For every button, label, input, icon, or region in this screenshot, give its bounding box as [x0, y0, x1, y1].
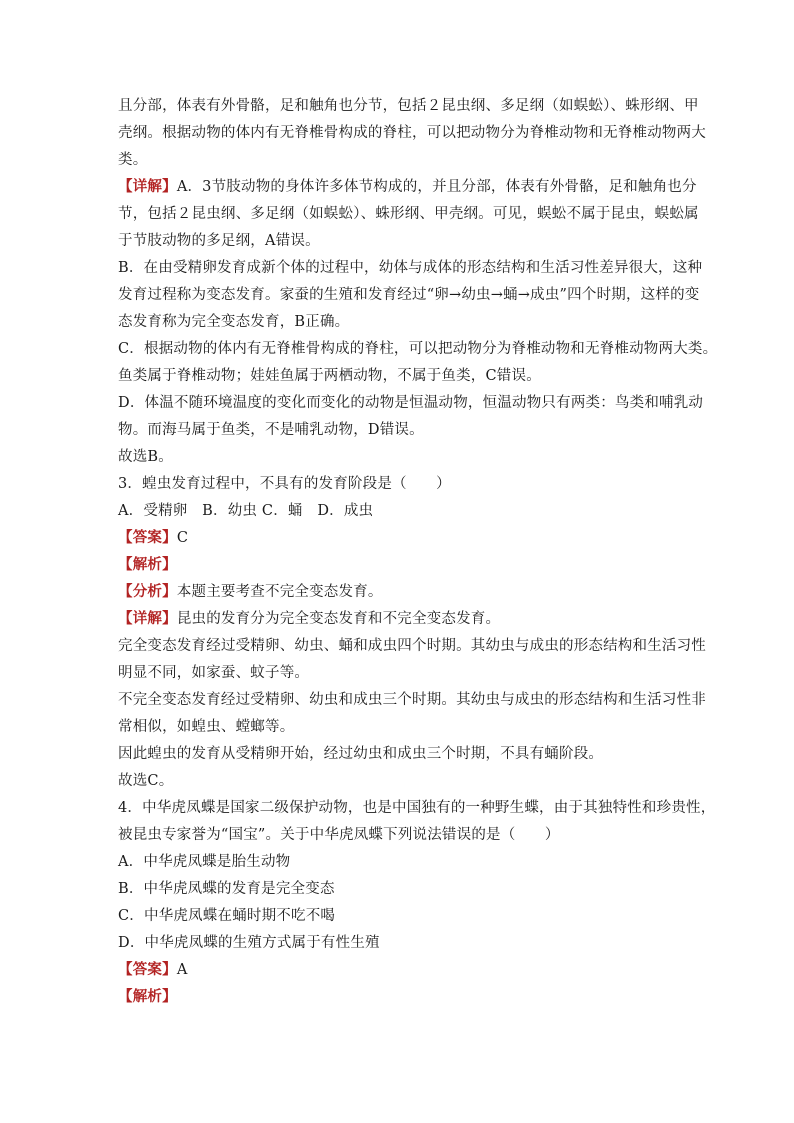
- text-line: [118, 794, 716, 821]
- text-line: [118, 632, 706, 659]
- line-text: 不完全变态发育经过受精卵、幼虫和成虫三个时期。其幼虫与成虫的形态结构和生活习性非: [118, 692, 706, 708]
- text-line: [118, 470, 678, 497]
- line-text: C: [176, 530, 189, 546]
- text-line: [118, 254, 703, 281]
- text-line: [118, 443, 678, 470]
- text-line: [118, 740, 678, 767]
- text-line: [118, 497, 678, 524]
- line-text: D．体温不随环境温度的变化而变化的动物是恒温动物，恒温动物只有两类：鸟类和哺乳动: [118, 395, 704, 411]
- text-line: [118, 551, 678, 578]
- tag-label: 【解析】: [118, 988, 177, 1005]
- line-text: 完全变态发育经过受精卵、幼虫、蛹和成虫四个时期。其幼虫与成虫的形态结构和生活习性: [118, 638, 706, 654]
- line-text: C．中华虎凤蝶在蛹时期不吃不喝: [118, 908, 336, 924]
- line-text: A．受精卵 B．幼虫 C．蛹 D．成虫: [118, 503, 374, 519]
- line-text: 鱼类属于脊椎动物；娃娃鱼属于两栖动物，不属于鱼类，C错误。: [118, 368, 541, 384]
- text-line: [118, 227, 678, 254]
- text-line: [118, 713, 678, 740]
- text-line: [118, 281, 700, 308]
- text-line: [118, 389, 704, 416]
- line-text: 节，包括２昆虫纲、多足纲（如蜈蚣）、蛛形纲、甲壳纲。可见，蜈蚣不属于昆虫，蜈蚣属: [118, 206, 699, 222]
- tag-label: 【解析】: [118, 556, 177, 573]
- line-text: 故选B。: [118, 449, 173, 465]
- text-line: [118, 173, 697, 200]
- line-text: 因此蝗虫的发育从受精卵开始，经过幼虫和成虫三个时期，不具有蛹阶段。: [118, 746, 604, 762]
- text-line: [118, 983, 678, 1010]
- text-line: [118, 875, 678, 902]
- text-line: [118, 902, 678, 929]
- line-text: 被昆虫专家誉为“国宝”。关于中华虎凤蝶下列说法错误的是（ ）: [118, 827, 560, 843]
- line-text: C．根据动物的体内有无脊椎骨构成的脊柱，可以把动物分为脊椎动物和无脊椎动物两大类。: [118, 341, 718, 357]
- text-line: [118, 956, 678, 983]
- text-line: [118, 659, 678, 686]
- text-line: [118, 200, 699, 227]
- line-text: A．中华虎凤蝶是胎生动物: [118, 854, 291, 870]
- text-line: [118, 686, 706, 713]
- text-line: [118, 821, 678, 848]
- text-line: [118, 119, 706, 146]
- line-text: 本题主要考查不完全变态发育。: [176, 584, 383, 600]
- line-text: 态发育称为完全变态发育，B正确。: [118, 314, 350, 330]
- tag-label: 【详解】: [118, 610, 177, 627]
- text-line: [118, 362, 678, 389]
- line-text: B．在由受精卵发育成新个体的过程中，幼体与成体的形态结构和生活习性差异很大，这种: [118, 260, 703, 276]
- text-line: [118, 308, 678, 335]
- text-line: [118, 335, 718, 362]
- text-line: [118, 524, 678, 551]
- text-line: [118, 416, 678, 443]
- text-line: [118, 848, 678, 875]
- line-text: 故选C。: [118, 773, 174, 789]
- line-text: 物。而海马属于鱼类，不是哺乳动物，D错误。: [118, 422, 424, 438]
- line-text: 壳纲。根据动物的体内有无脊椎骨构成的脊柱，可以把动物分为脊椎动物和无脊椎动物两大: [118, 125, 706, 141]
- line-text: B．中华虎凤蝶的发育是完全变态: [118, 881, 335, 897]
- line-text: 且分部，体表有外骨骼，足和触角也分节，包括２昆虫纲、多足纲（如蜈蚣）、蛛形纲、甲: [118, 98, 699, 114]
- line-text: 发育过程称为变态发育。家蚕的生殖和发育经过“卵→幼虫→蛹→成虫”四个时期，这样的变: [118, 287, 700, 303]
- document-page: [118, 92, 718, 1010]
- line-text: A: [176, 962, 188, 978]
- text-line: [118, 929, 678, 956]
- text-line: [118, 767, 678, 794]
- line-text: 3．蝗虫发育过程中，不具有的发育阶段是（ ）: [118, 476, 451, 492]
- line-text: D．中华虎凤蝶的生殖方式属于有性生殖: [118, 935, 380, 951]
- line-text: 常相似，如蝗虫、螳螂等。: [118, 719, 295, 735]
- tag-label: 【答案】: [118, 961, 177, 978]
- tag-label: 【答案】: [118, 529, 177, 546]
- line-text: 类。: [118, 152, 148, 168]
- text-line: [118, 146, 678, 173]
- text-line: [118, 605, 678, 632]
- line-text: 昆虫的发育分为完全变态发育和不完全变态发育。: [176, 611, 501, 627]
- line-text: 4．中华虎凤蝶是国家二级保护动物，也是中国独有的一种野生蝶，由于其独特性和珍贵性，: [118, 800, 716, 816]
- line-text: 明显不同，如家蚕、蚊子等。: [118, 665, 310, 681]
- text-line: [118, 92, 699, 119]
- text-line: [118, 578, 678, 605]
- line-text: 于节肢动物的多足纲，A错误。: [118, 233, 320, 249]
- tag-label: 【分析】: [118, 583, 177, 600]
- tag-label: 【详解】: [118, 178, 177, 195]
- line-text: A．3节肢动物的身体许多体节构成的，并且分部，体表有外骨骼，足和触角也分: [176, 179, 697, 195]
